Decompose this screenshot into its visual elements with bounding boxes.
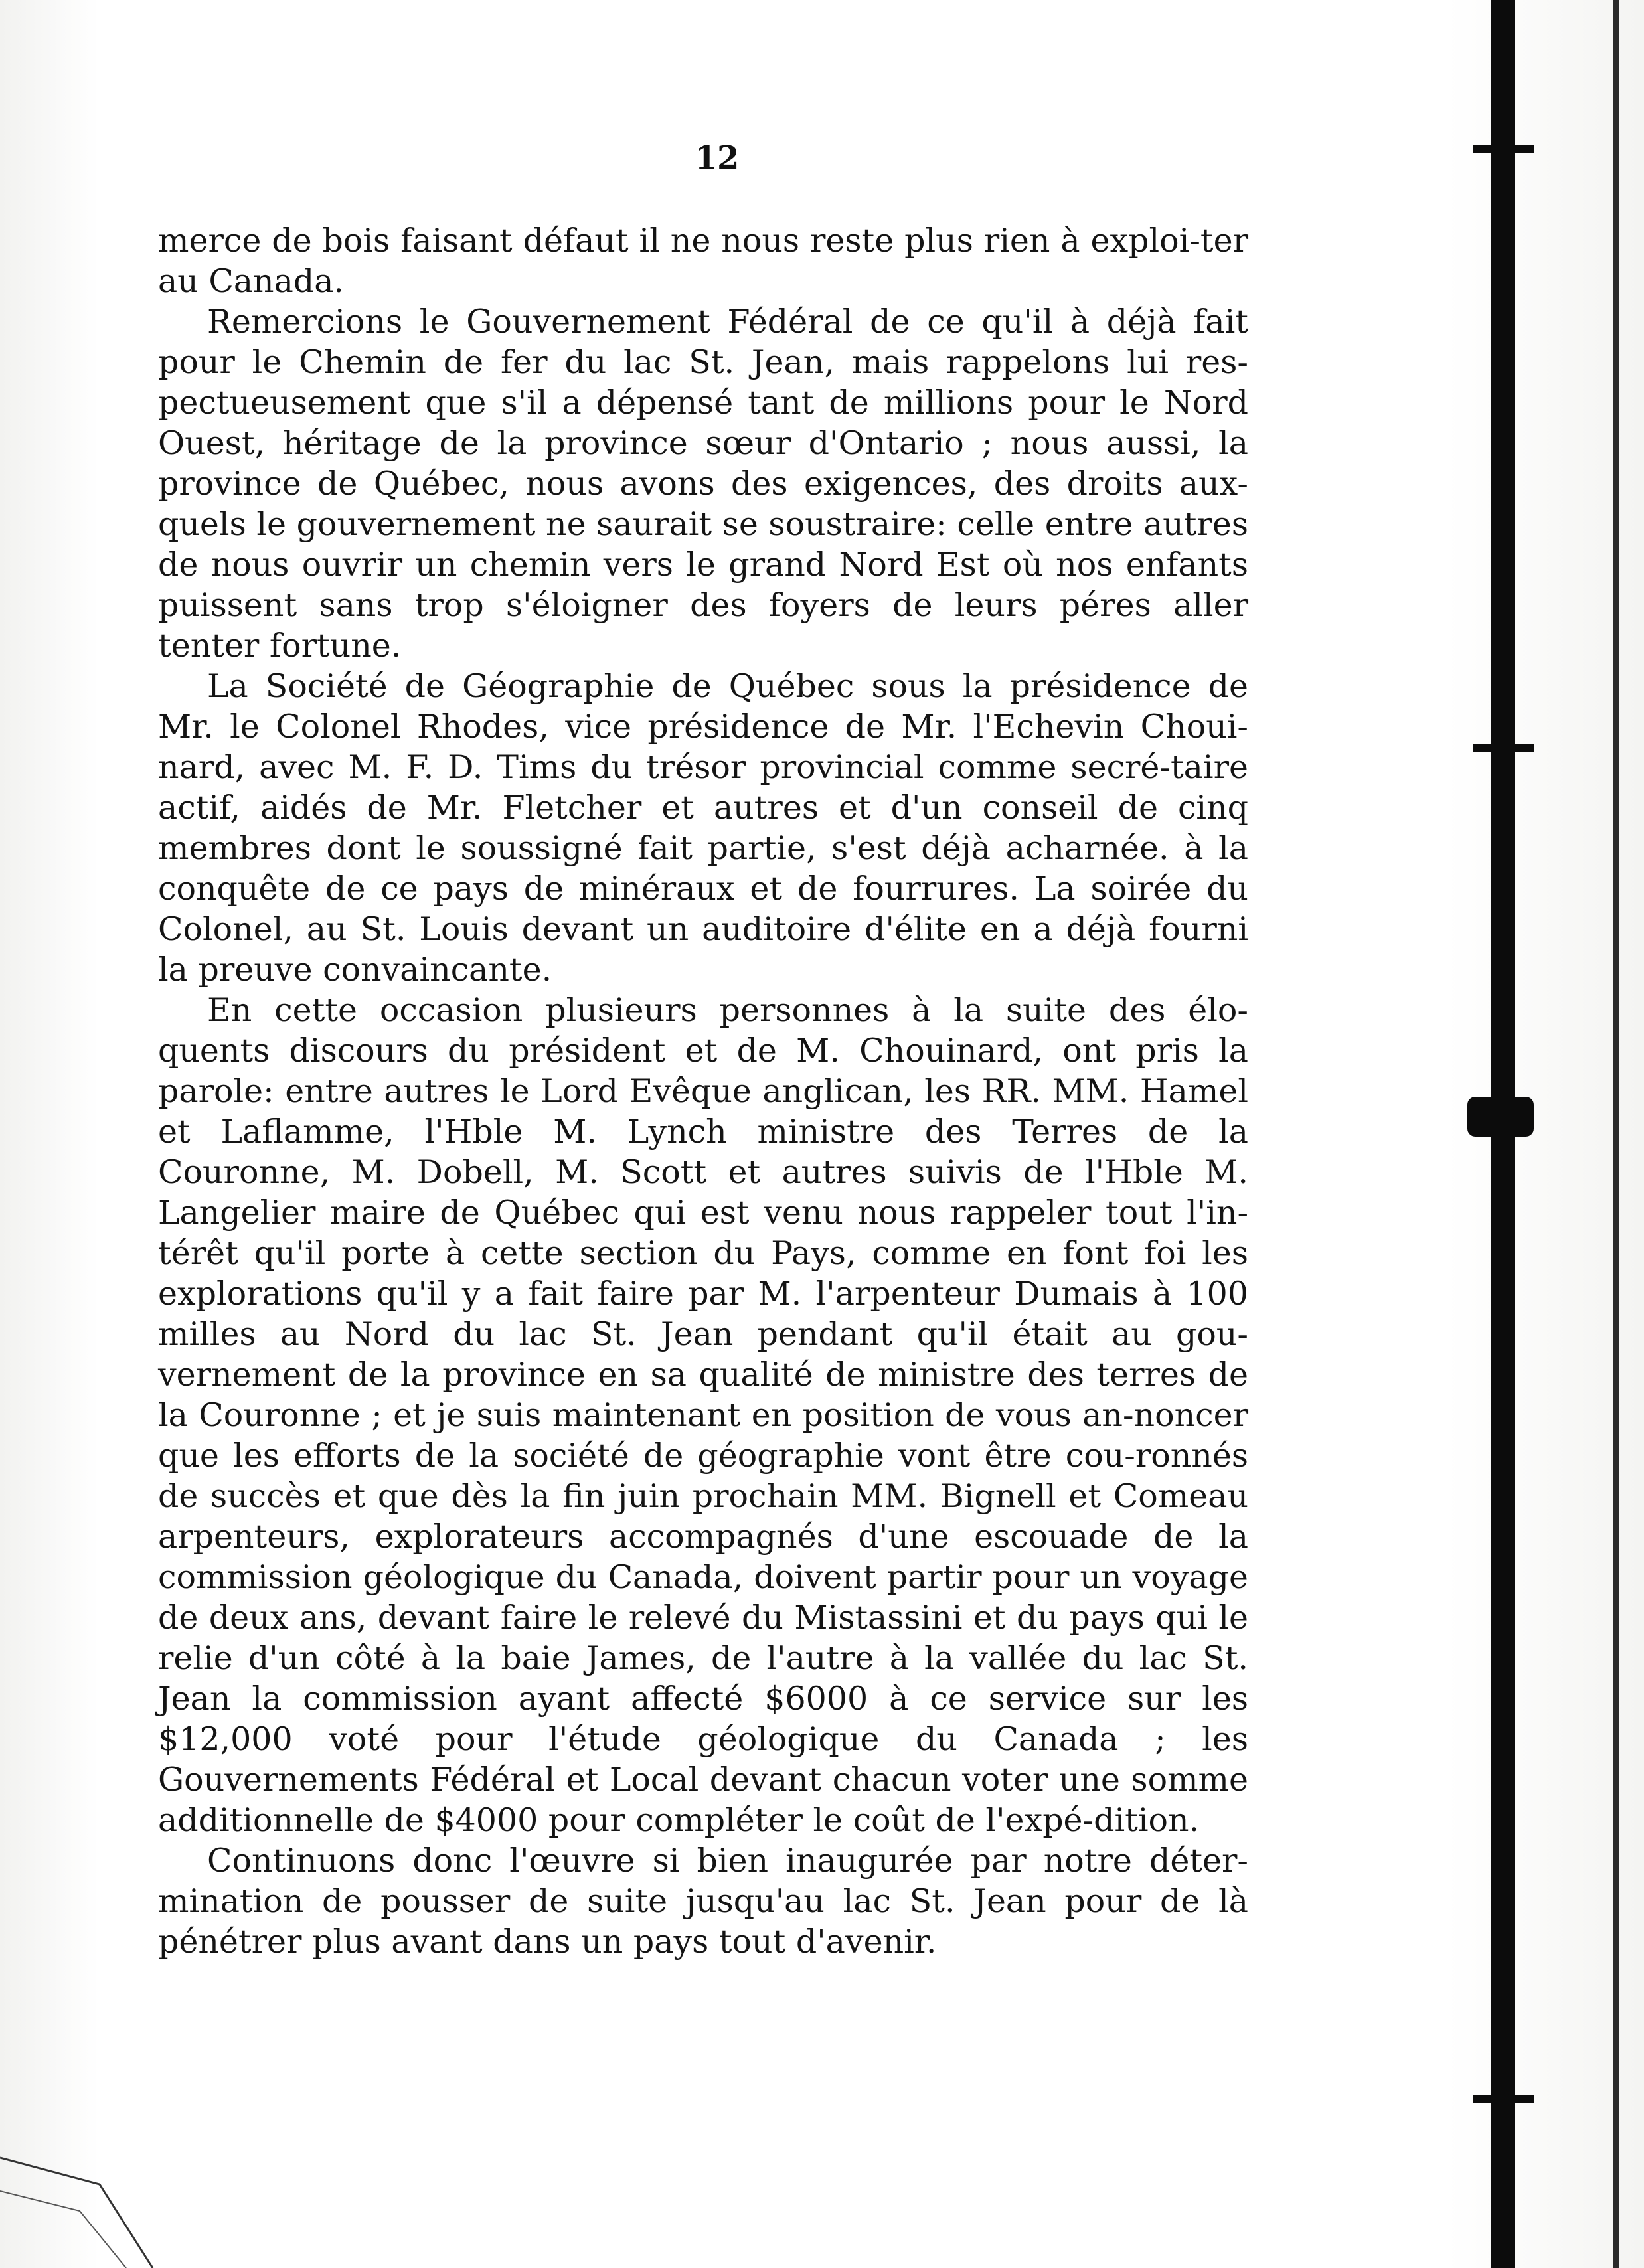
binding-notch (1473, 744, 1534, 752)
binding-spine (1482, 0, 1528, 2268)
paragraph-1: merce de bois faisant défaut il ne nous reste plus rien à exploi-ter au Canada. (158, 222, 1248, 300)
binding-notch (1473, 145, 1534, 153)
page-edge (1613, 0, 1619, 2268)
page-number: 12 (695, 139, 740, 177)
binding-notch (1473, 2095, 1534, 2103)
paragraph-5: Continuons donc l'œuvre si bien inaugurée par notre déter-mination de pousser de suite jusqu'au lac St. Jean pour de là pénétrer plus avant dans un pays tout d'avenir. (158, 1842, 1248, 1961)
binding-knot (1467, 1097, 1534, 1137)
paragraph-4: En cette occasion plusieurs personnes à la suite des élo-quents discours du président et de M. Chouinard, ont pris la parole: entre autres le Lord Evêque anglican, les RR. MM. Hamel et Laflamme, l'Hble M. Lynch ministre des Terres de la Couronne, M. Dobell, M. Scott et autres suivis de l'Hble M. Langelier maire de Québec qui est venu nous rappeler tout l'in-térêt qu'il porte à cette section du Pays, comme en font foi les explorations qu'il y a fait faire par M. l'arpenteur Dumais à 100 milles au Nord du lac St. Jean pendant qu'il était au gou-vernement de la province en sa qualité de ministre des terres de la Couronne ; et je suis maintenant en position de vous an-noncer que les efforts de la société de géographie vont être cou-ronnés de succès et que dès la fin juin prochain MM. Bignell et Comeau arpenteurs, explorateurs accompagnés d'une escouade de la commission géologique du Canada, doivent partir pour un voyage de deux ans, devant faire le relevé du Mistassini et du pays qui le relie d'un côté à la baie James, de l'autre à la vallée du lac St. Jean la commission ayant affecté $6000 à ce service sur les $12,000 voté pour l'étude géologique du Canada ; les Gouvernements Fédéral et Local devant chacun voter une somme additionnelle de $4000 pour compléter le coût de l'expé-dition. (158, 991, 1248, 1839)
paragraph-3: La Société de Géographie de Québec sous la présidence de Mr. le Colonel Rhodes, vice présidence de Mr. l'Echevin Choui-nard, avec M. F. D. Tims du trésor provincial comme secré-taire actif, aidés de Mr. Fletcher et autres et d'un conseil de cinq membres dont le soussigné fait partie, s'est déjà acharnée. à la conquête de ce pays de minéraux et de fourrures. La soirée du Colonel, au St. Louis devant un auditoire d'élite en a déjà fourni la preuve convaincante. (158, 667, 1248, 989)
body-text (158, 220, 1248, 1962)
paragraph-2: Remercions le Gouvernement Fédéral de ce qu'il à déjà fait pour le Chemin de fer du lac St. Jean, mais rappelons lui res-pectueusement que s'il a dépensé tant de millions pour le Nord Ouest, héritage de la province sœur d'Ontario ; nous aussi, la province de Québec, nous avons des exigences, des droits aux-quels le gouvernement ne saurait se soustraire: celle entre autres de nous ouvrir un chemin vers le grand Nord Est où nos enfants puissent sans trop s'éloigner des foyers de leurs péres aller tenter fortune. (158, 303, 1248, 665)
torn-corner-mark (0, 2131, 199, 2268)
